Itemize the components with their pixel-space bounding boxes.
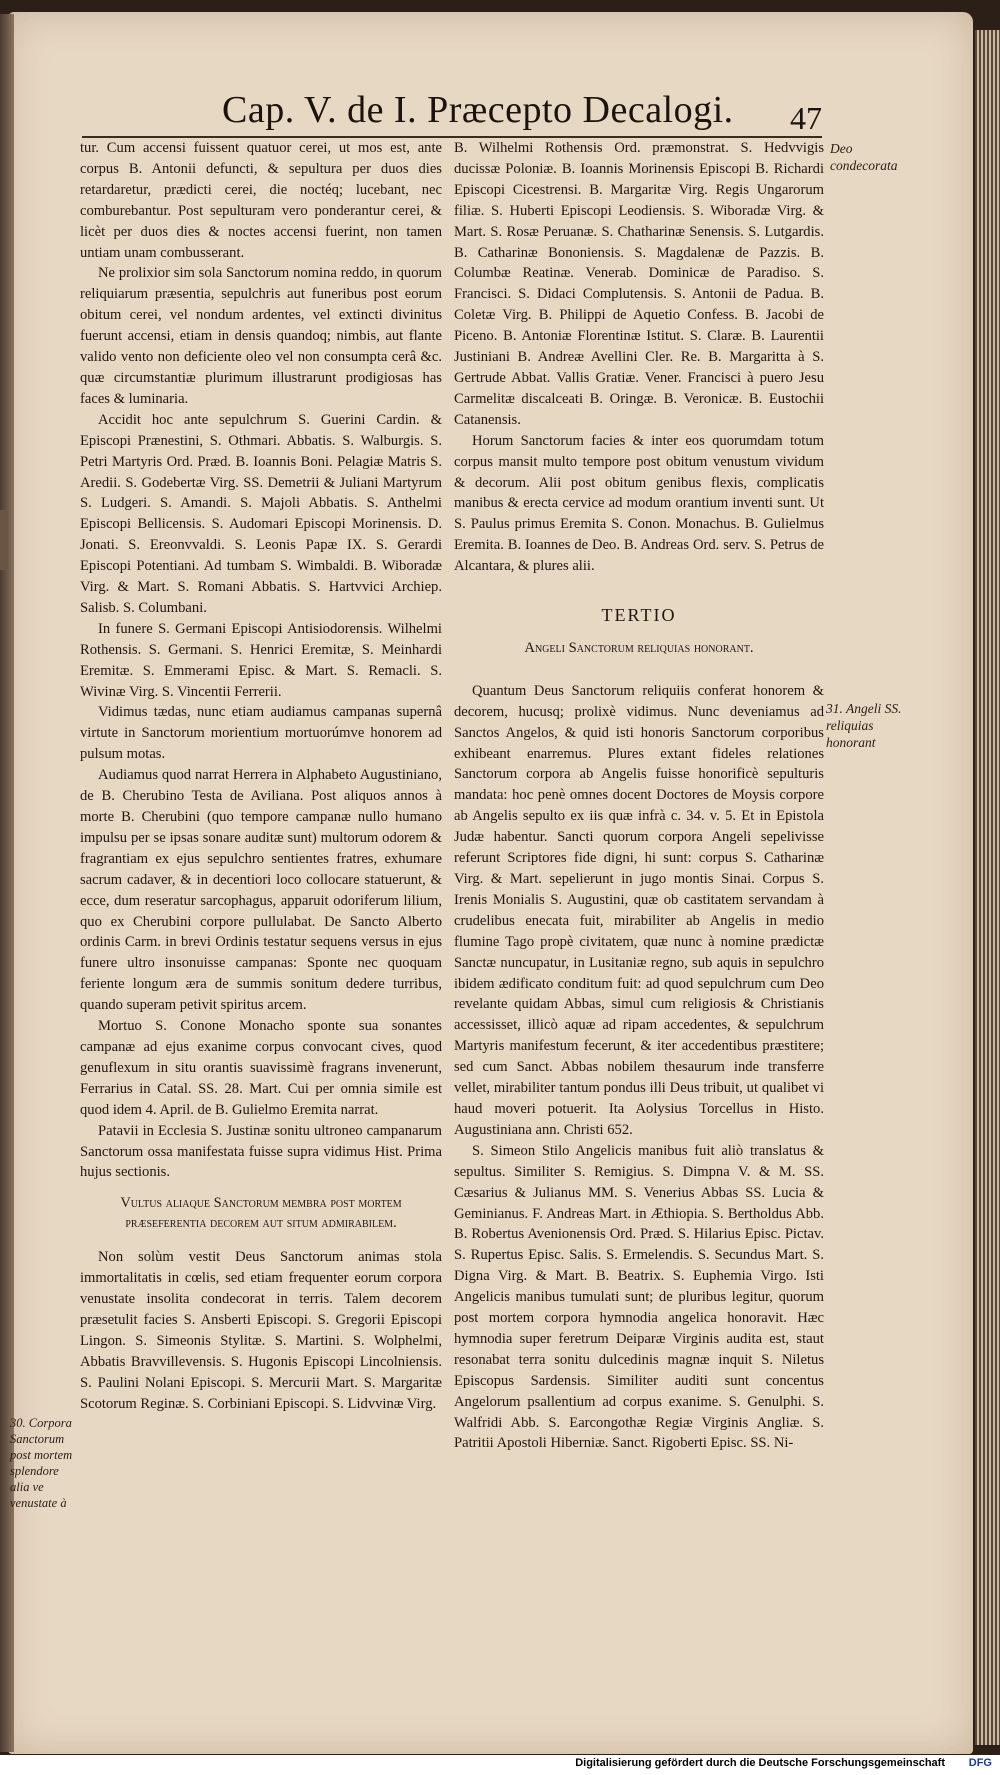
paragraph: Ne prolixior sim sola Sanctorum nomina reddo, in quorum reliquiarum præsentia, sepulchris aut funeribus post eorum obitum cerei, vel nondum ardentes, vel extincti divinitus fuerunt accensi, etiam in densis quandoq; nimbis, aut flante valido vento non deficiente oleo vel non consumpta cerâ &c. quæ circumstantiæ plurimum illustrarunt prodigiosas has faces & luminaria.	[80, 265, 442, 407]
margin-note: 31. Angeli SS. reliquias honorant	[826, 701, 902, 750]
dfg-logo: DFG	[968, 1757, 992, 1769]
margin-note: 30. Corpora Sanctorum post mortem splendore alia ve venustate à	[10, 1416, 73, 1510]
section-subheading: Angeli Sanctorum reliquias honorant.	[524, 639, 754, 656]
right-column	[454, 138, 824, 1454]
paragraph: Accidit hoc ante sepulchrum S. Guerini Cardin. & Episcopi Prænestini, S. Othmari. Abbatis. S. Walburgis. S. Petri Martyris Ord. Præd. B. Ioannis Boni. Pelagiæ Matris S. Aredii. S. Godebertæ Virg. SS. Demetrii & Juliani Martyrum S. Ludgeri. S. Amandi. S. Majoli Abbatis. S. Anthelmi Episcopi Bellicensis. S. Audomari Episcopi Morinensis. D. Jonati. S. Ereonvvaldi. S. Leonis Papæ IX. S. Gerardi Episcopi Potentiani. Ad tumbam S. Wimbaldi. B. Wiboradæ Virg. & Mart. S. Romani Abbatis. S. Hartvvici Archiep. Salisb. S. Columbani.	[80, 411, 442, 616]
footer-credit: Digitalisierung gefördert durch die Deutsche Forschungsgemeinschaft	[575, 1757, 945, 1769]
paragraph: Mortuo S. Conone Monacho sponte sua sonantes campanæ ad ejus exanime corpus convocant cives, quod genuflexum in situ orantis suavissimè fragrans invenerunt, Ferrarius in Catal. SS. 28. Mart. Cui per omnia simile est quod idem 4. April. de B. Gulielmo Eremita narrat.	[80, 1018, 442, 1118]
paragraph: Audiamus quod narrat Herrera in Alphabeto Augustiniano, de B. Cherubino Testa de Aviliana. Post aliquos annos à morte B. Cherubini (quo tempore campanæ nullo humano impulsu per se ipsas sonare auditæ sunt) multorum odorem & fragrantiam ex ejus sepulchro sentientes fratres, exhumare sacrum cadaver, & in decentiori loco collocare statuerunt, & ecce, dum reseratur sarcophagus, apparuit odoriferum lilium, quo ex Cherubini corpore pullulabat. De Sancto Alberto ordinis Carm. in brevi Ordinis testatur sequens versus in ejus funere ultro insonuisse campanas: Sponte nec quoquam feriente longum æra de summis sonitum dedere turribus, quando superam petivit spiritus arcem.	[80, 767, 442, 1014]
binding-shadow	[0, 510, 8, 570]
paragraph: Quantum Deus Sanctorum reliquiis conferat honorem & decorem, hucusq; prolixè vidimus. Nunc deveniamus ad Sanctos Angelos, & quid isti honoris Sanctorum corporibus exhibeant enarremus. Plures extant fideles relationes Sanctorum corpora ab Angelis fuisse honorificè sepulturis mandata: hoc penè omnes docent Doctores de Moysis corpore ab Angelis sepulto ex iis quæ infrà c. 34. v. 5. Et in Epistola Judæ habentur. Sancti quorum corpora Angeli sepelivisse referunt Scriptores fide digni, hi sunt: corpus S. Catharinæ Virg. & Mart. sepelierunt in jugo montis Sinai. Corpus S. Irenis Monialis S. Augustini, quæ ob castitatem servandam à crudelibus enecata fuit, mirabiliter ab Angelis in medio flumine Tago propè civitatem, quæ nunc à nomine prædictæ Sanctæ nuncupatur, in Lusitaniæ regno, sub aquis in sepulchro ibidem ædificato conditum fuit: ad quod sepulchrum cum Deo revelante quidam Abbas, simul cum religiosis & Christianis accessisset, illicò aquæ ad ripam accedentes, & sepulchrum Martyris manifestum fecerunt, & iter accedentibus præstitere; sed cum Sanct. Abbas nobilem thesaurum inde transferre vellet, mirabiliter tantum pondus illi Deus tribuit, ut qualibet vi haud moveri potuerit. Ita Aolysius Torcellus in Histo. Augustiniana ann. Christi 652.	[454, 682, 824, 1138]
section-heading: Vultus aliaque Sanctorum membra post mortem præseferentia decorem aut situm admirabilem.	[120, 1195, 402, 1232]
left-column	[80, 138, 442, 1415]
paragraph: B. Wilhelmi Rothensis Ord. præmonstrat. S. Hedvvigis ducissæ Poloniæ. B. Ioannis Morinensis Episcopi B. Richardi Episcopi Cicestrensi. B. Margaritæ Virg. Regis Ungarorum filiæ. S. Huberti Episcopi Leodiensis. S. Wiboradæ Virg. & Mart. S. Rosæ Peruanæ. S. Chatharinæ Senensis. S. Lutgardis. B. Catharinæ Bononiensis. S. Magdalenæ de Pazzis. B. Columbæ Reatinæ. Venerab. Dominicæ de Paradiso. S. Francisci. S. Didaci Complutensis. S. Antonii de Padua. B. Coletæ Virg. B. Philippi de Aquetio Confess. B. Jacobi de Piceno. B. Antoniæ Florentinæ Istitut. S. Claræ. B. Laurentii Justiniani B. Andreæ Avellini Cler. Re. B. Margaritta à S. Gertrude Abbat. Vallis Gratiæ. Vener. Francisci à puero Jesu Carmelitæ discalceati B. Oringæ. B. Veronicæ. B. Eustochii Catanensis.	[454, 140, 824, 428]
section-heading-tertio: TERTIO	[601, 605, 677, 626]
paragraph: Patavii in Ecclesia S. Justinæ sonitu ultroneo campanarum Sanctorum ossa manifestata fuisse supra vidimus Hist. Prima hujus sectionis.	[80, 1122, 442, 1181]
paragraph: Non solùm vestit Deus Sanctorum animas stola immortalitatis in cœlis, sed etiam frequenter eorum corpora venustate insolita condecorat in terris. Talem decorem præsetulit facies S. Ansberti Episcopi. S. Gregorii Episcopi Lingon. S. Simeonis Stylitæ. S. Martini. S. Wolphelmi, Abbatis Bravvillevensis. S. Hugonis Episcopi Lincolniensis. S. Paulini Nolani Episcopi. S. Mercurii Mart. S. Margaritæ Scotorum Reginæ. S. Corbiniani Episcopi. S. Lidvvinæ Virg.	[80, 1249, 442, 1412]
margin-note: Deo condecorata	[830, 141, 898, 173]
page-edges	[975, 30, 1000, 1745]
paragraph: tur. Cum accensi fuissent quatuor cerei, ut mos est, ante corpus B. Antonii defuncti, & sepultura per duos dies retardaretur, prædicti cerei, die noctéq; lucebant, nec comburebantur. Post sepulturam vero ponderantur cerei, & licèt per duos dies & noctes accensi fuerint, non tamen untiam unam combusserant.	[80, 140, 442, 261]
paragraph: S. Simeon Stilo Angelicis manibus fuit aliò translatus & sepultus. Similiter S. Remigius. S. Dimpna V. & M. SS. Cæsarius & Julianus MM. S. Venerius Abbas SS. Lucia & Geminianus. F. Andreas Mart. in Æthiopia. S. Bertholdus Abb. B. Robertus Avenionensis Ord. Præd. S. Hilarius Episc. Pictav. S. Rupertus Episc. Salis. S. Ermelendis. S. Secundus Mart. S. Digna Virg. & Mart. B. Beatrix. S. Euphemia Virgo. Isti Angelicis manibus tumulati sunt; de pluribus legitur, quorum post mortem corpora hymnodia angelica honoravit. Hæc hymnodia super feretrum Deiparæ Virginis audita est, staut resonabat terra sonitu dulcedinis magnæ inquit S. Niletus Episcopus Sardensis. Similiter auditi sunt concentus Angelorum psallentium ad corpus exanime. S. Genulphi. S. Walfridi Abb. S. Earcongothæ Regiæ Virginis Angliæ. S. Patritii Apostoli Hiberniæ. Sanct. Rigoberti Episc. SS. Ni-	[454, 1142, 824, 1452]
paragraph: Vidimus tædas, nunc etiam audiamus campanas supernâ virtute in Sanctorum morientium mortuorúmve honorem ad pulsum motas.	[80, 704, 442, 763]
paragraph: Horum Sanctorum facies & inter eos quorumdam totum corpus mansit multo tempore post obitum venustum vividum & decorum. Alii post obitum genibus flexis, complicatis manibus & erecta cervice ad modum orantium inventi sunt. Ut S. Paulus primus Eremita S. Conon. Monachus. B. Gulielmus Eremita. B. Ioannes de Deo. B. Andreas Ord. serv. S. Petrus de Alcantara, & plures alii.	[454, 432, 824, 575]
page-title: Cap. V. de I. Præcepto Decalogi.	[222, 89, 734, 131]
paragraph: In funere S. Germani Episcopi Antisiodorensis. Wilhelmi Rothensis. S. Germani. S. Henrici Eremitæ, S. Meinhardi Eremitæ. S. Emmerami Episc. & Mart. S. Remacli. S. Wivinæ Virg. S. Vincentii Ferrerii.	[80, 620, 442, 700]
page-number: 47	[790, 100, 822, 136]
